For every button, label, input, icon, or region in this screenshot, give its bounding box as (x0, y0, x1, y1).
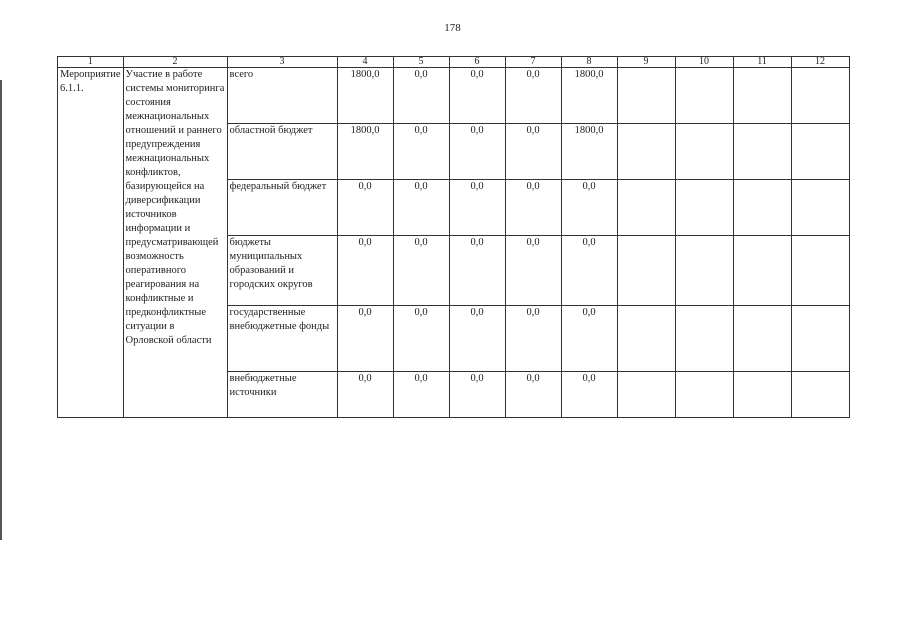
column-header: 11 (733, 57, 791, 68)
value-cell: 0,0 (393, 372, 449, 418)
value-cell: 1800,0 (337, 124, 393, 180)
value-cell: 0,0 (505, 236, 561, 306)
value-cell: 1800,0 (561, 68, 617, 124)
empty-cell (733, 68, 791, 124)
empty-cell (617, 124, 675, 180)
value-cell: 0,0 (561, 372, 617, 418)
value-cell: 0,0 (337, 180, 393, 236)
value-cell: 0,0 (449, 124, 505, 180)
value-cell: 0,0 (337, 236, 393, 306)
column-header: 1 (58, 57, 124, 68)
value-cell: 0,0 (449, 236, 505, 306)
page-number: 178 (444, 22, 461, 34)
column-header: 8 (561, 57, 617, 68)
funding-source: государственные внебюджетные фонды (227, 306, 337, 372)
value-cell: 0,0 (393, 236, 449, 306)
value-cell: 0,0 (449, 372, 505, 418)
value-cell: 0,0 (393, 306, 449, 372)
empty-cell (617, 306, 675, 372)
empty-cell (617, 180, 675, 236)
funding-source: федеральный бюджет (227, 180, 337, 236)
activity-description: Участие в работе системы мониторинга состояния межнациональных отношений и раннего предупреждения межнациональных конфликтов, базирующейся на диверсификации источников информации и предусматривающей возможность оперативного реагирования на конфликтные и предконфликтные ситуации в Орловской области (123, 68, 227, 418)
table-row (58, 68, 850, 124)
value-cell: 0,0 (505, 180, 561, 236)
empty-cell (791, 124, 849, 180)
value-cell: 0,0 (505, 372, 561, 418)
scan-edge-line (0, 80, 2, 540)
column-header: 7 (505, 57, 561, 68)
funding-source: всего (227, 68, 337, 124)
column-header: 5 (393, 57, 449, 68)
value-cell: 0,0 (449, 306, 505, 372)
empty-cell (675, 372, 733, 418)
value-cell: 0,0 (393, 124, 449, 180)
column-header: 9 (617, 57, 675, 68)
funding-source: бюджеты муниципальных образований и городских округов (227, 236, 337, 306)
empty-cell (733, 372, 791, 418)
value-cell: 0,0 (505, 124, 561, 180)
empty-cell (733, 306, 791, 372)
empty-cell (791, 372, 849, 418)
value-cell: 0,0 (449, 180, 505, 236)
value-cell: 0,0 (337, 372, 393, 418)
activity-code: Мероприятие 6.1.1. (58, 68, 124, 418)
empty-cell (791, 68, 849, 124)
column-header: 3 (227, 57, 337, 68)
value-cell: 0,0 (505, 306, 561, 372)
value-cell: 0,0 (561, 180, 617, 236)
empty-cell (617, 68, 675, 124)
value-cell: 1800,0 (561, 124, 617, 180)
column-header: 2 (123, 57, 227, 68)
budget-table (57, 56, 850, 418)
empty-cell (733, 124, 791, 180)
empty-cell (791, 180, 849, 236)
empty-cell (675, 236, 733, 306)
value-cell: 1800,0 (337, 68, 393, 124)
column-number-row (58, 57, 850, 68)
empty-cell (675, 306, 733, 372)
funding-source: внебюджетные источники (227, 372, 337, 418)
empty-cell (617, 236, 675, 306)
empty-cell (675, 124, 733, 180)
column-header: 4 (337, 57, 393, 68)
value-cell: 0,0 (505, 68, 561, 124)
value-cell: 0,0 (393, 68, 449, 124)
value-cell: 0,0 (337, 306, 393, 372)
value-cell: 0,0 (561, 306, 617, 372)
column-header: 6 (449, 57, 505, 68)
funding-source: областной бюджет (227, 124, 337, 180)
empty-cell (733, 236, 791, 306)
empty-cell (617, 372, 675, 418)
empty-cell (791, 236, 849, 306)
value-cell: 0,0 (449, 68, 505, 124)
value-cell: 0,0 (561, 236, 617, 306)
column-header: 10 (675, 57, 733, 68)
empty-cell (733, 180, 791, 236)
empty-cell (675, 68, 733, 124)
empty-cell (675, 180, 733, 236)
value-cell: 0,0 (393, 180, 449, 236)
column-header: 12 (791, 57, 849, 68)
empty-cell (791, 306, 849, 372)
